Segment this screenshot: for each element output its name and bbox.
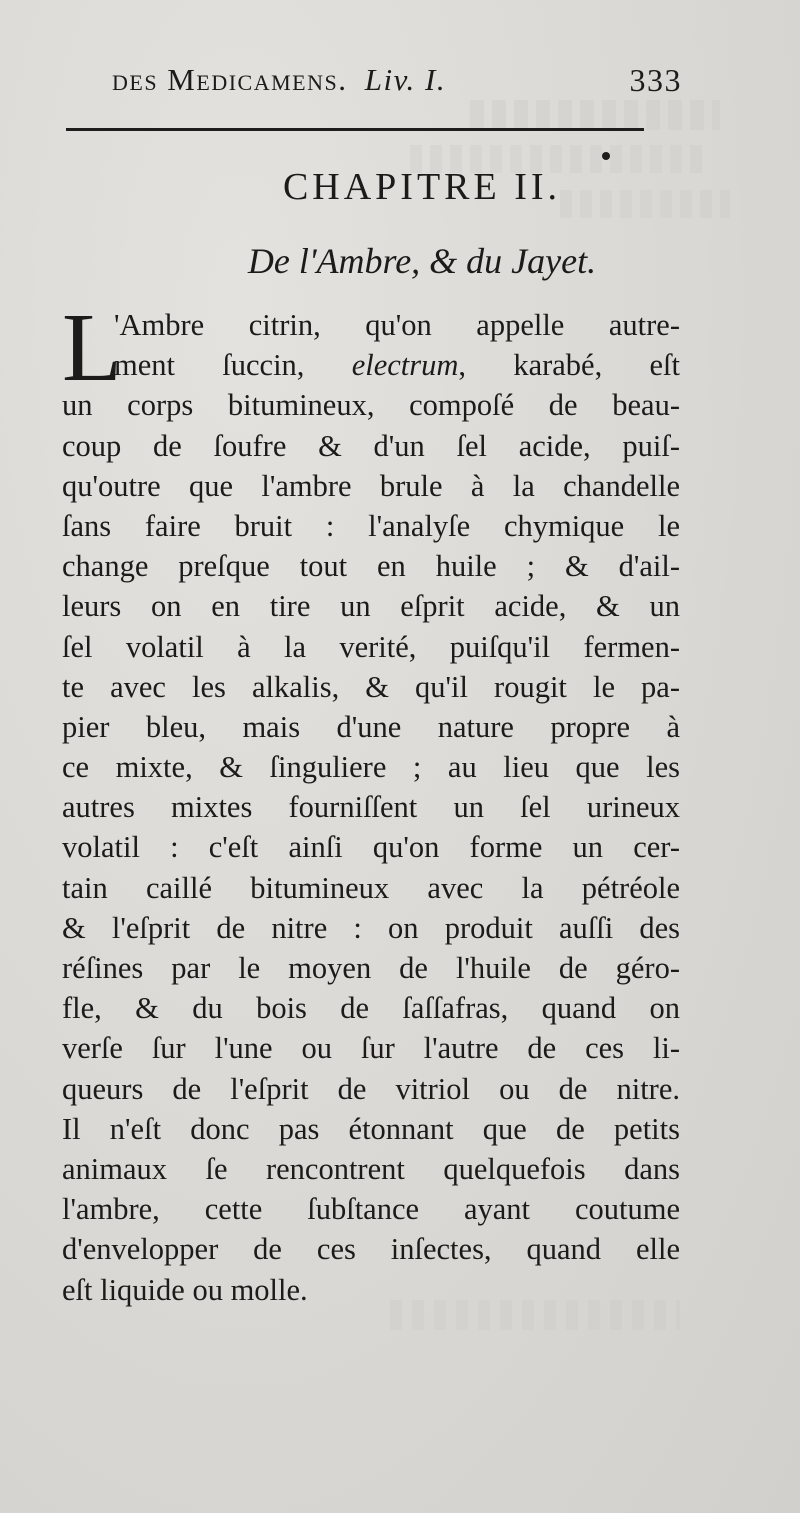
text-line: animaux ſe rencontrent quelquefois dans xyxy=(62,1151,680,1186)
page-number: 333 xyxy=(629,62,682,98)
text-line: Il n'eſt donc pas étonnant que de petits xyxy=(62,1111,680,1146)
text-line: queurs de l'eſprit de vitriol ou de nitre. xyxy=(62,1071,680,1106)
text-line xyxy=(62,345,680,385)
text-line: & l'eſprit de nitre : on produit auſſi des xyxy=(62,910,680,945)
text-line: autres mixtes fourniſſent un ſel urineux xyxy=(62,790,680,825)
text-line: verſe ſur l'une ou ſur l'autre de ces li- xyxy=(62,1031,680,1066)
text-line: 'Ambre citrin, qu'on appelle autre- xyxy=(114,308,680,342)
text-line: te avec les alkalis, & qu'il rougit le pa- xyxy=(62,669,680,704)
text-segment: ment ſuccin, xyxy=(114,348,352,383)
body-paragraph xyxy=(62,294,680,1310)
text-line: tain caillé bitumineux avec la pétréole xyxy=(62,870,680,905)
text-line: réſines par le moyen de l'huile de géro- xyxy=(62,951,680,985)
drop-cap: L xyxy=(62,294,122,402)
text-line: l'ambre, cette ſubſtance ayant coutume xyxy=(62,1192,680,1227)
text-line: ſans faire bruit : l'analyſe chymique le xyxy=(62,508,680,543)
italic-term: electrum xyxy=(351,348,459,383)
text-line: leurs on en tire un eſprit acide, & un xyxy=(62,589,680,624)
text-line: fle, & du bois de ſaſſafras, quand on xyxy=(62,991,680,1026)
chapter-subtitle: De l'Ambre, & du Jayet. xyxy=(247,241,597,281)
running-head-book: Liv. I. xyxy=(364,62,447,97)
text-line: d'envelopper de ces inſectes, quand elle xyxy=(62,1232,680,1267)
chapter-heading: CHAPITRE II. xyxy=(282,166,562,208)
ink-dot xyxy=(602,152,610,160)
text-line: ce mixte, & ſinguliere ; au lieu que les xyxy=(62,750,680,785)
text-line: change preſque tout en huile ; & d'ail- xyxy=(62,549,680,584)
text-line: eſt liquide ou molle. xyxy=(62,1272,308,1307)
text-line: pier bleu, mais d'une nature propre à xyxy=(62,709,680,744)
text-segment: , karabé, eſt xyxy=(458,348,680,383)
text-line: qu'outre que l'ambre brule à la chandelle xyxy=(62,468,680,503)
text-line: coup de ſoufre & d'un ſel acide, puiſ- xyxy=(62,428,680,463)
text-line: ſel volatil à la verité, puiſqu'il fermen- xyxy=(62,629,680,664)
header-rule xyxy=(66,128,644,131)
running-head-title: des Medicamens. xyxy=(112,62,348,97)
text-line: un corps bitumineux, compoſé de beau- xyxy=(62,388,680,423)
running-head xyxy=(112,62,682,106)
text-line: volatil : c'eſt ainſi qu'on forme un cer- xyxy=(62,830,680,865)
